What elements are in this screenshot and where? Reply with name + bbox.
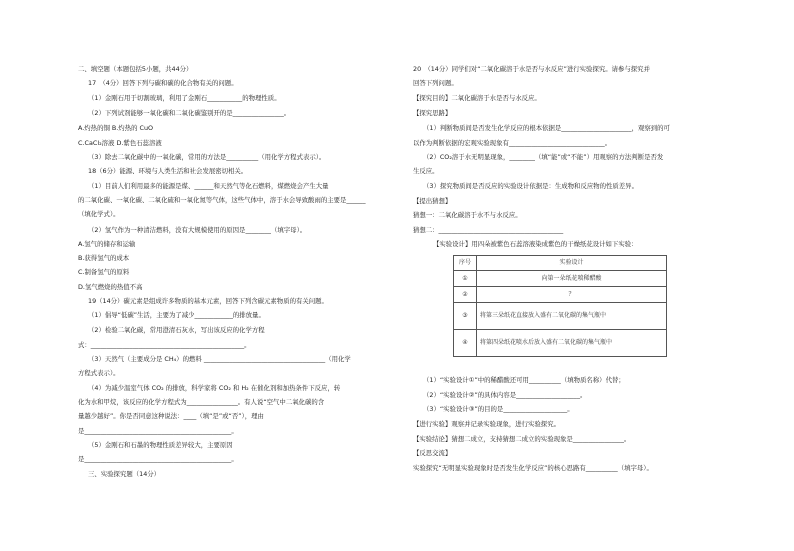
reflection-text: 实验探究“无明显实验现象时是否发生化学反应”的核心思路有__________（填字母）。 [413,464,653,472]
q18-part2: （2）氢气作为一种清洁燃料，没有大规模使用的原因是________（填字母）。 [88,226,307,234]
q19-part3-b: 方程式表示）。 [78,369,120,377]
table-header-row [454,256,667,271]
approach-2a: （2）CO₂溶于水无明显现象，________（填“能”或“不能”）用观察的方法判断是否发 [423,153,664,161]
design-q3: （3）“实验设计③”的目的是____________________。 [423,405,574,413]
row-design: 向第一朵纸花喷稀醋酸 [477,271,667,287]
hypothesis-1: 猜想一：二氧化碳溶于水不与水反应。 [413,211,522,219]
row-design: 将第四朵纸花喷水后放入盛有二氧化碳的集气瓶中 [477,330,667,357]
row-num: ① [454,271,477,287]
table-row [454,287,667,303]
q18-option-a: A.氢气的储存和运输 [78,240,136,248]
q18-part1-a: （1）目前人们利用最多的能源是煤、______和天然气等化石燃料，煤燃烧会产生大量 [88,182,329,190]
section2-title: 二、填空题（本题包括5小题，共44分） [78,65,193,73]
purpose-label: 【探究目的】二氧化碳溶于水是否与水反应。 [413,94,541,102]
row-num: ② [454,287,477,303]
conclusion-label: 【实验结论】猜想二成立，支持猜想二成立的实验现象是________________。 [413,435,631,443]
q19-part4-a: （4）为减少温室气体 CO₂ 的排放，科学家将 CO₂ 和 H₂ 在催化剂和加热条件下反应，转 [88,384,341,392]
q19-part3-a: （3）天然气（主要成分是 CH₄）的燃料 ______________________________________（用化学 [88,355,351,363]
q18-option-d: D.氢气燃烧的热值不高 [78,283,143,291]
q19-part1: （1）倡导“低碳”生活，主要为了减少____________的排放量。 [88,311,265,319]
perform-label: 【进行实验】观察并记录实验现象，进行实验探究。 [413,420,560,428]
q19-part4-c: 量越少越好”。你是否同意这种说法：____（填“是”或“否”），理由 [78,412,264,420]
design-q2: （2）“实验设计②”的具体内容是____________________。 [423,391,587,399]
header-design: 实验设计 [477,256,667,271]
q18-stem: 18（6分）能源、环境与人类生活和社会发展密切相关。 [88,167,248,175]
approach-2b: 生反应。 [413,167,439,175]
row-num: ③ [454,303,477,330]
q19-part5-b: 是______________________________________________。 [78,455,238,463]
approach-label: 【探究思路】 [413,109,452,117]
experiment-design-table [453,255,667,357]
q17-stem: 17 （4分）回答下列与碳和碳的化合物有关的问题。 [88,79,238,87]
approach-1a: （1）判断物质间是否发生化学反应的根本依据是______________________，观察到的可 [423,124,670,132]
row-num: ④ [454,330,477,357]
hypothesis-label: 【提出猜想】 [413,197,452,205]
design-q1: （1）“实验设计①”中的稀醋酸还可用__________（填物质名称）代替； [423,376,625,384]
table-row [454,303,667,330]
q19-part4-b: 化为水和甲烷，该反应的化学方程式为________________。有人说“空气中二氧化碳的含 [78,398,325,406]
q17-options-cd: C.CaCl₂溶液 D.紫色石蕊溶液 [78,139,162,147]
q19-part5-a: （5）金刚石和石墨的物理性质差异较大，主要原因 [88,441,233,449]
q17-options-ab: A.灼热的铜 B.灼热的 CuO [78,124,154,132]
reflection-label: 【反思交流】 [413,449,452,457]
approach-1b: 以作为判断依据的宏观实验现象有______________________________。 [413,139,612,147]
header-num: 序号 [454,256,477,271]
hypothesis-2: 猜想二：_______________________________________ [413,226,564,234]
q19-part2: （2）检验二氧化碳，常用澄清石灰水，写出该反应的化学方程 [88,326,265,334]
table-row [454,330,667,357]
row-design: 将第三朵纸花直接放入盛有二氧化碳的集气瓶中 [477,303,667,330]
q17-part1: （1）金刚石用于切割玻璃，利用了金刚石___________的物理性质。 [88,94,281,102]
q17-part2: （2）下列试剂能够一氧化碳和二氧化碳鉴别开的是________________。 [88,109,291,117]
q18-option-c: C.制备氢气的原料 [78,268,130,276]
q18-part1-c: （填化学式）。 [78,210,120,218]
table-row [454,271,667,287]
q20-stem-b: 回答下列问题。 [413,79,458,87]
q18-part1-b: 的二氧化碳、一氧化碳、二氧化硫和一氧化氮等气体，这些气体中，溶于水会导致酸雨的主要是______ [78,196,366,204]
section3-title: 三、实验探究题（14分） [88,470,161,478]
design-intro: 【实验设计】用四朵被紫色石蕊溶液染成紫色的干燥纸花设计如下实验： [433,240,638,248]
q19-part2-b: 式：________________________________________________。 [78,341,251,349]
q17-part3: （3）除去二氧化碳中的一氧化碳，常用的方法是__________（用化学方程式表示）。 [88,153,326,161]
q19-stem: 19（14分）碳元素是组成许多物质的基本元素，回答下列含碳元素物质的有关问题。 [88,297,328,305]
approach-3: （3）探究物质间是否反应的实验设计依据是：生成物和反应物的性质差异。 [423,182,638,190]
q19-part4-d: 是______________________________________________。 [78,427,238,435]
row-design: ？ [477,287,667,303]
q18-option-b: B.获得氢气的成本 [78,254,130,262]
q20-stem-a: 20 （14分）同学们对“二氧化碳溶于水是否与水反应”进行实验探究。请参与探究并 [413,65,650,73]
